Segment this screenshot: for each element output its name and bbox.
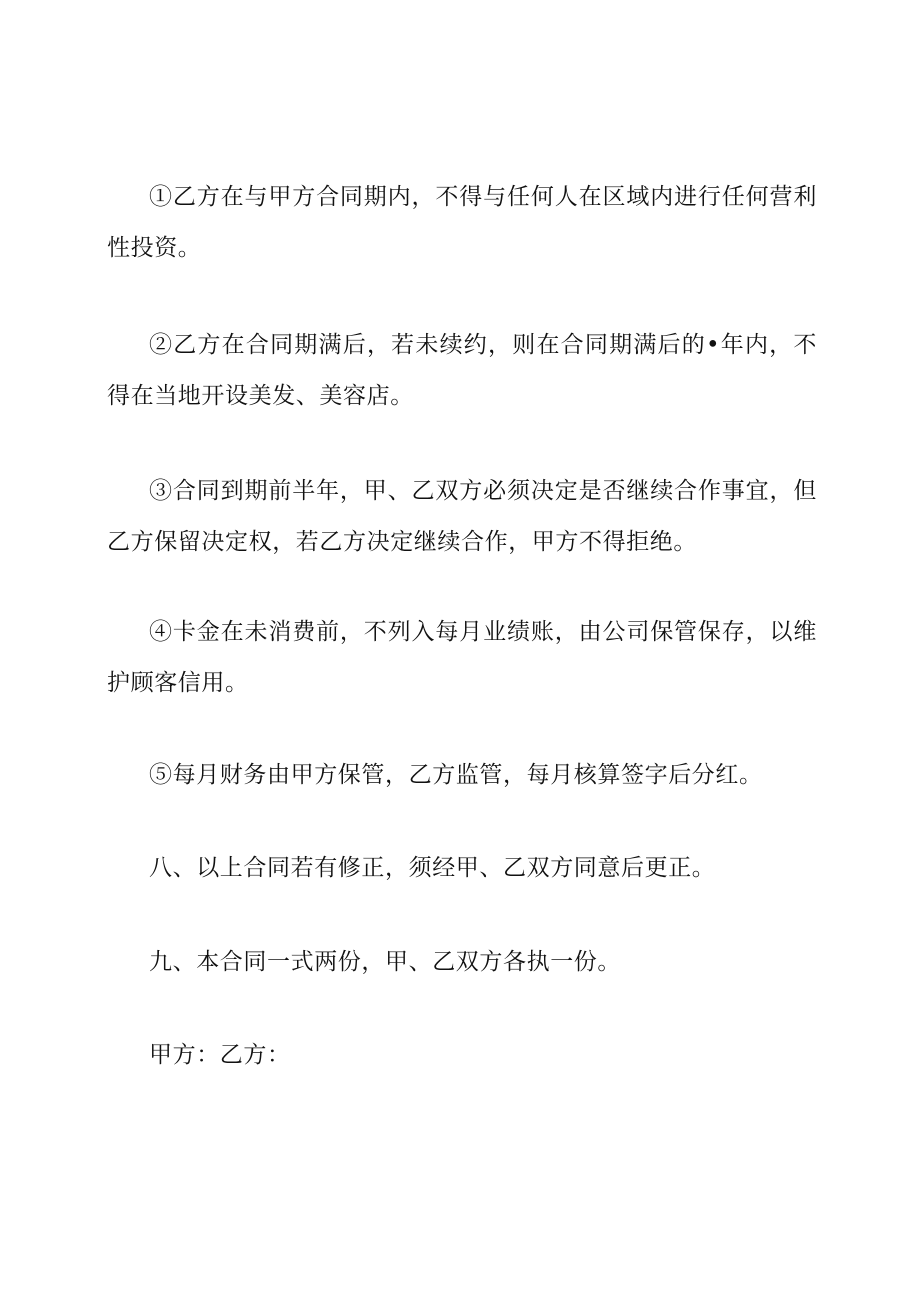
clause-4-card-funds: ④卡金在未消费前，不列入每月业绩账，由公司保管保存，以维护顾客信用。 [107, 619, 817, 696]
signature-line: 甲方：乙方： [149, 1042, 291, 1068]
clause-2-post-term-restriction: ②乙方在合同期满后，若未续约，则在合同期满后的•年内，不得在当地开设美发、美容店。 [107, 332, 817, 409]
clause-5-monthly-finance: ⑤每月财务由甲方保管，乙方监管，每月核算签字后分红。 [149, 762, 763, 788]
clause-1-no-competing-investment: ①乙方在与甲方合同期内，不得与任何人在区域内进行任何营利性投资。 [107, 184, 817, 261]
article-9-copies: 九、本合同一式两份，甲、乙双方各执一份。 [149, 949, 621, 975]
clause-3-renewal-decision: ③合同到期前半年，甲、乙双方必须决定是否继续合作事宜，但乙方保留决定权，若乙方决定继续合作，甲方不得拒绝。 [107, 478, 817, 555]
article-8-amendments: 八、以上合同若有修正，须经甲、乙双方同意后更正。 [149, 855, 716, 881]
